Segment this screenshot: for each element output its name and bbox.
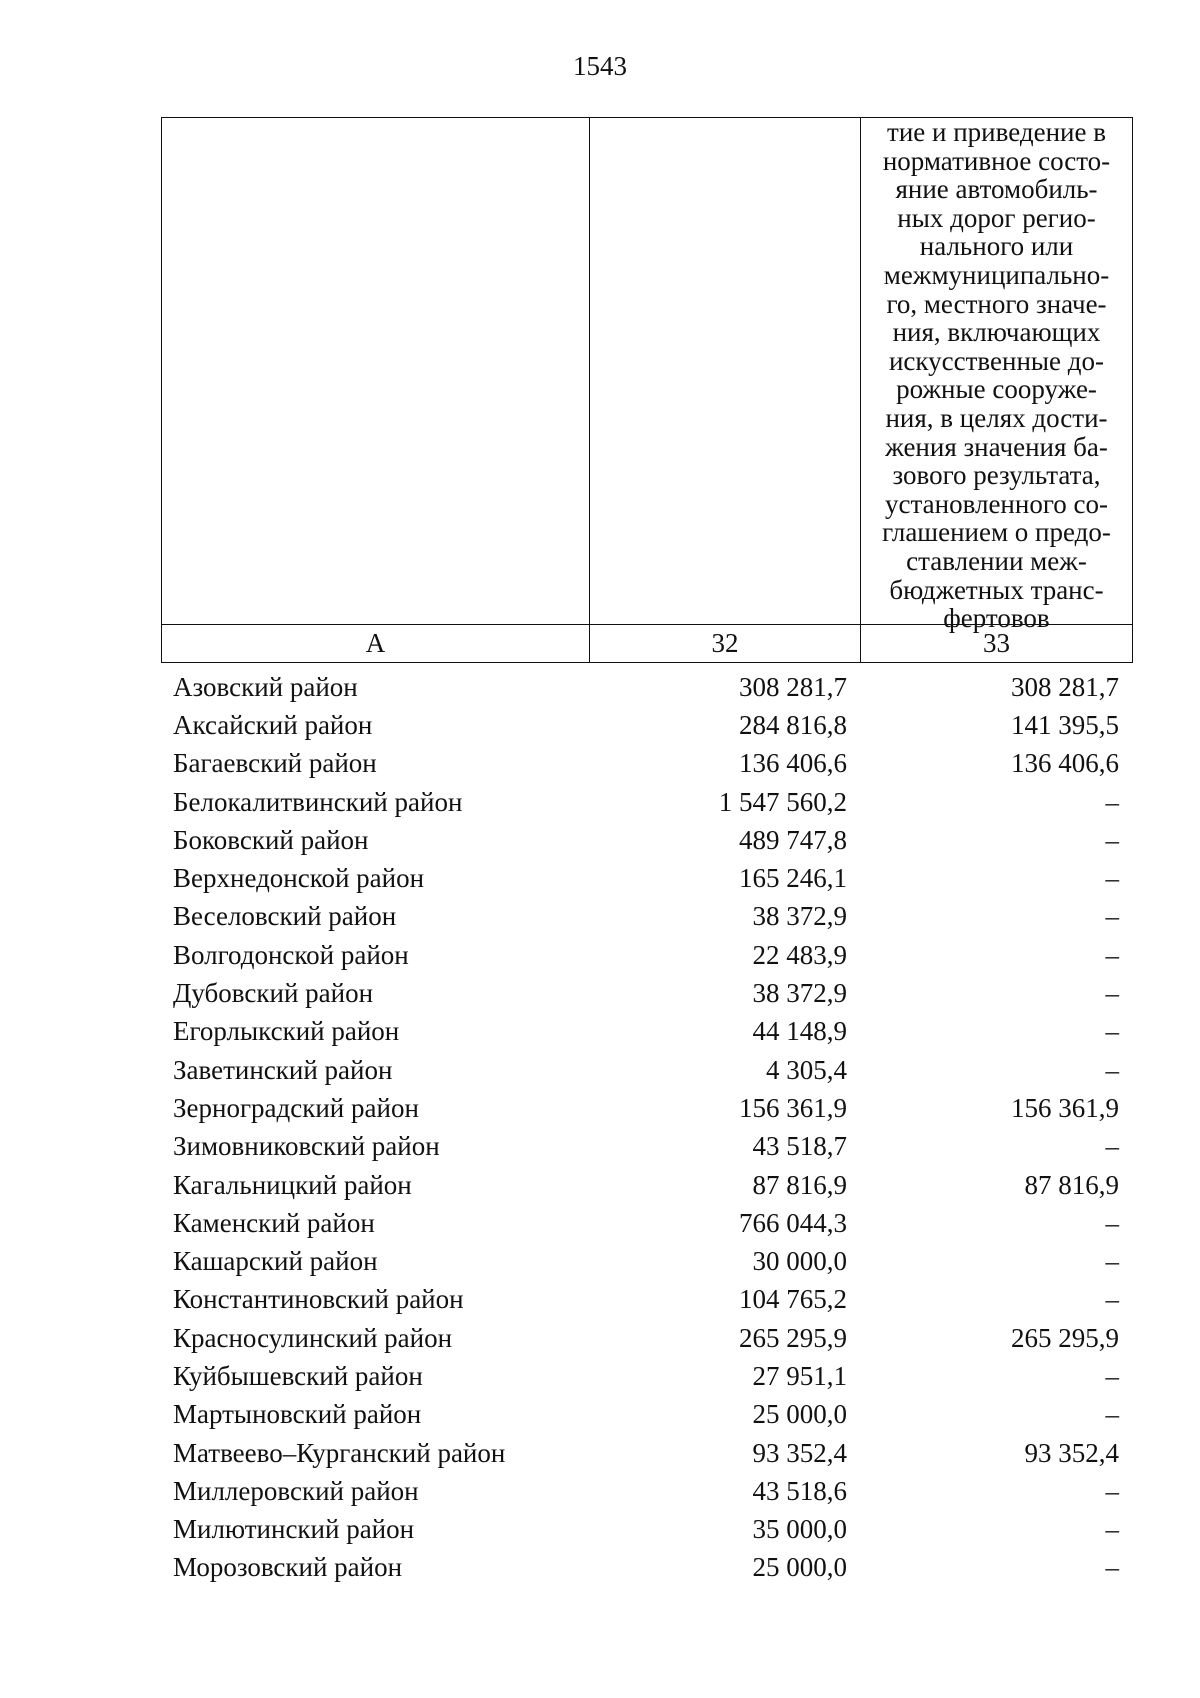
header-cell-col-32 [590,118,861,625]
district-name: Каменский район [173,1207,375,1238]
value-col-32: 1 547 560,2 [718,786,847,817]
district-name: Кашарский район [173,1246,378,1277]
table-row [161,1089,1129,1127]
value-col-33: 265 295,9 [1011,1322,1119,1353]
value-col-33: – [1105,824,1119,855]
table-body [161,668,1129,1587]
table-row [161,1319,1129,1357]
column-33-description [861,117,1132,634]
district-name: Зимовниковский район [173,1131,440,1162]
header-text-line: установленного со- [885,488,1108,519]
district-name: Белокалитвинский район [173,786,463,817]
header-text-line: яние автомобиль- [895,174,1098,205]
table-row [161,974,1129,1012]
value-col-33: 87 816,9 [1024,1169,1119,1200]
district-name: Константиновский район [173,1284,464,1315]
value-col-33: 156 361,9 [1011,1092,1119,1123]
value-col-33: 308 281,7 [1011,671,1119,702]
header-text-line: ния, в целях дости- [885,402,1108,433]
table-row [161,821,1129,859]
district-name: Миллеровский район [173,1475,419,1506]
district-name: Багаевский район [173,748,377,779]
page-number: 1543 [573,51,627,81]
header-text-line: фертовов [943,603,1050,634]
value-col-33: – [1105,1131,1119,1162]
value-col-32: 165 246,1 [739,863,847,894]
value-col-33: 93 352,4 [1024,1437,1119,1468]
district-name: Красносулинский район [173,1322,453,1353]
table-row [161,1511,1129,1549]
table-row [161,1396,1129,1434]
value-col-32: 87 816,9 [752,1169,847,1200]
value-col-32: 104 765,2 [739,1284,847,1315]
value-col-32: 308 281,7 [739,671,847,702]
value-col-32: 43 518,7 [752,1131,847,1162]
district-name: Матвеево–Курганский район [173,1437,506,1468]
table-row [161,668,1129,706]
header-text-line: ных дорог регио- [897,202,1096,233]
value-col-32: 284 816,8 [739,709,847,740]
table-row [161,1013,1129,1051]
table-row [161,1434,1129,1472]
value-col-33: – [1105,939,1119,970]
value-col-33: 141 395,5 [1011,709,1119,740]
value-col-33: – [1105,1207,1119,1238]
header-text-line: ставлении меж- [906,545,1087,576]
table-row [161,1472,1129,1510]
district-name: Куйбышевский район [173,1360,423,1391]
district-name: Милютинский район [173,1514,415,1545]
header-text-line: го, местного значе- [886,288,1107,319]
value-col-32: 35 000,0 [752,1514,847,1545]
value-col-33: – [1105,1360,1119,1391]
value-col-33: – [1105,1016,1119,1047]
header-text-line: ния, включающих [892,317,1101,348]
header-text-line: межмуниципально- [883,259,1110,290]
value-col-33: – [1105,1284,1119,1315]
value-col-32: 156 361,9 [739,1092,847,1123]
header-text-line: жения значения ба- [885,431,1108,462]
value-col-33: – [1105,1399,1119,1430]
value-col-32: 25 000,0 [752,1552,847,1583]
value-col-32: 22 483,9 [752,939,847,970]
district-name: Дубовский район [173,978,374,1009]
district-name: Волгодонской район [173,939,409,970]
header-text-line: зового результата, [892,460,1101,491]
header-text-line: тие и приведение в [887,117,1106,147]
table-row [161,1128,1129,1166]
table-row [161,1166,1129,1204]
value-col-32: 27 951,1 [752,1360,847,1391]
value-col-33: – [1105,978,1119,1009]
value-col-33: – [1105,1475,1119,1506]
value-col-32: 93 352,4 [752,1437,847,1468]
table-row [161,1549,1129,1587]
column-number-row [162,625,1133,663]
table-row [161,859,1129,897]
table-row [161,745,1129,783]
district-name: Морозовский район [173,1552,403,1583]
district-name: Егорлыкский район [173,1016,400,1047]
district-name: Зерноградский район [173,1092,419,1123]
header-text-line: бюджетных транс- [889,574,1104,605]
district-name: Заветинский район [173,1054,393,1085]
value-col-33: – [1105,1054,1119,1085]
value-col-33: – [1105,901,1119,932]
value-col-32: 38 372,9 [752,901,847,932]
district-name: Верхнедонской район [173,863,425,894]
value-col-32: 25 000,0 [752,1399,847,1430]
table-row [161,1357,1129,1395]
header-cell-col-33 [861,117,1133,634]
value-col-33: – [1105,1246,1119,1277]
value-col-33: – [1105,1514,1119,1545]
value-col-33: – [1105,786,1119,817]
table-row [161,898,1129,936]
value-col-32: 38 372,9 [752,978,847,1009]
value-col-32: 766 044,3 [739,1207,847,1238]
header-text-line: искусственные до- [888,345,1104,376]
table-row [161,1051,1129,1089]
district-name: Азовский район [173,671,358,702]
header-text-line: нального или [919,231,1074,262]
table-row [161,1281,1129,1319]
value-col-32: 43 518,6 [752,1475,847,1506]
table-row [161,1242,1129,1280]
table-header [161,117,1133,663]
value-col-32: 136 406,6 [739,748,847,779]
header-text-line: рожные сооруже- [896,374,1097,405]
value-col-33: – [1105,863,1119,894]
value-col-32: 30 000,0 [752,1246,847,1277]
header-description-row [162,118,1133,625]
district-name: Аксайский район [173,709,373,740]
column-number-33: 33 [861,625,1133,663]
value-col-32: 489 747,8 [739,824,847,855]
table-row [161,1204,1129,1242]
column-number-32: 32 [590,625,861,663]
header-cell-col-a [162,118,590,625]
table-row [161,936,1129,974]
district-name: Боковский район [173,824,369,855]
value-col-33: 136 406,6 [1011,748,1119,779]
column-number-a: А [162,625,590,663]
district-name: Веселовский район [173,901,397,932]
value-col-32: 265 295,9 [739,1322,847,1353]
header-text-line: нормативное состо- [882,145,1111,176]
table-row [161,706,1129,744]
district-name: Кагальницкий район [173,1169,412,1200]
value-col-33: – [1105,1552,1119,1583]
header-text-line: глашением о предо- [882,517,1111,548]
value-col-32: 44 148,9 [752,1016,847,1047]
value-col-32: 4 305,4 [766,1054,847,1085]
district-name: Мартыновский район [173,1399,422,1430]
table-row [161,783,1129,821]
